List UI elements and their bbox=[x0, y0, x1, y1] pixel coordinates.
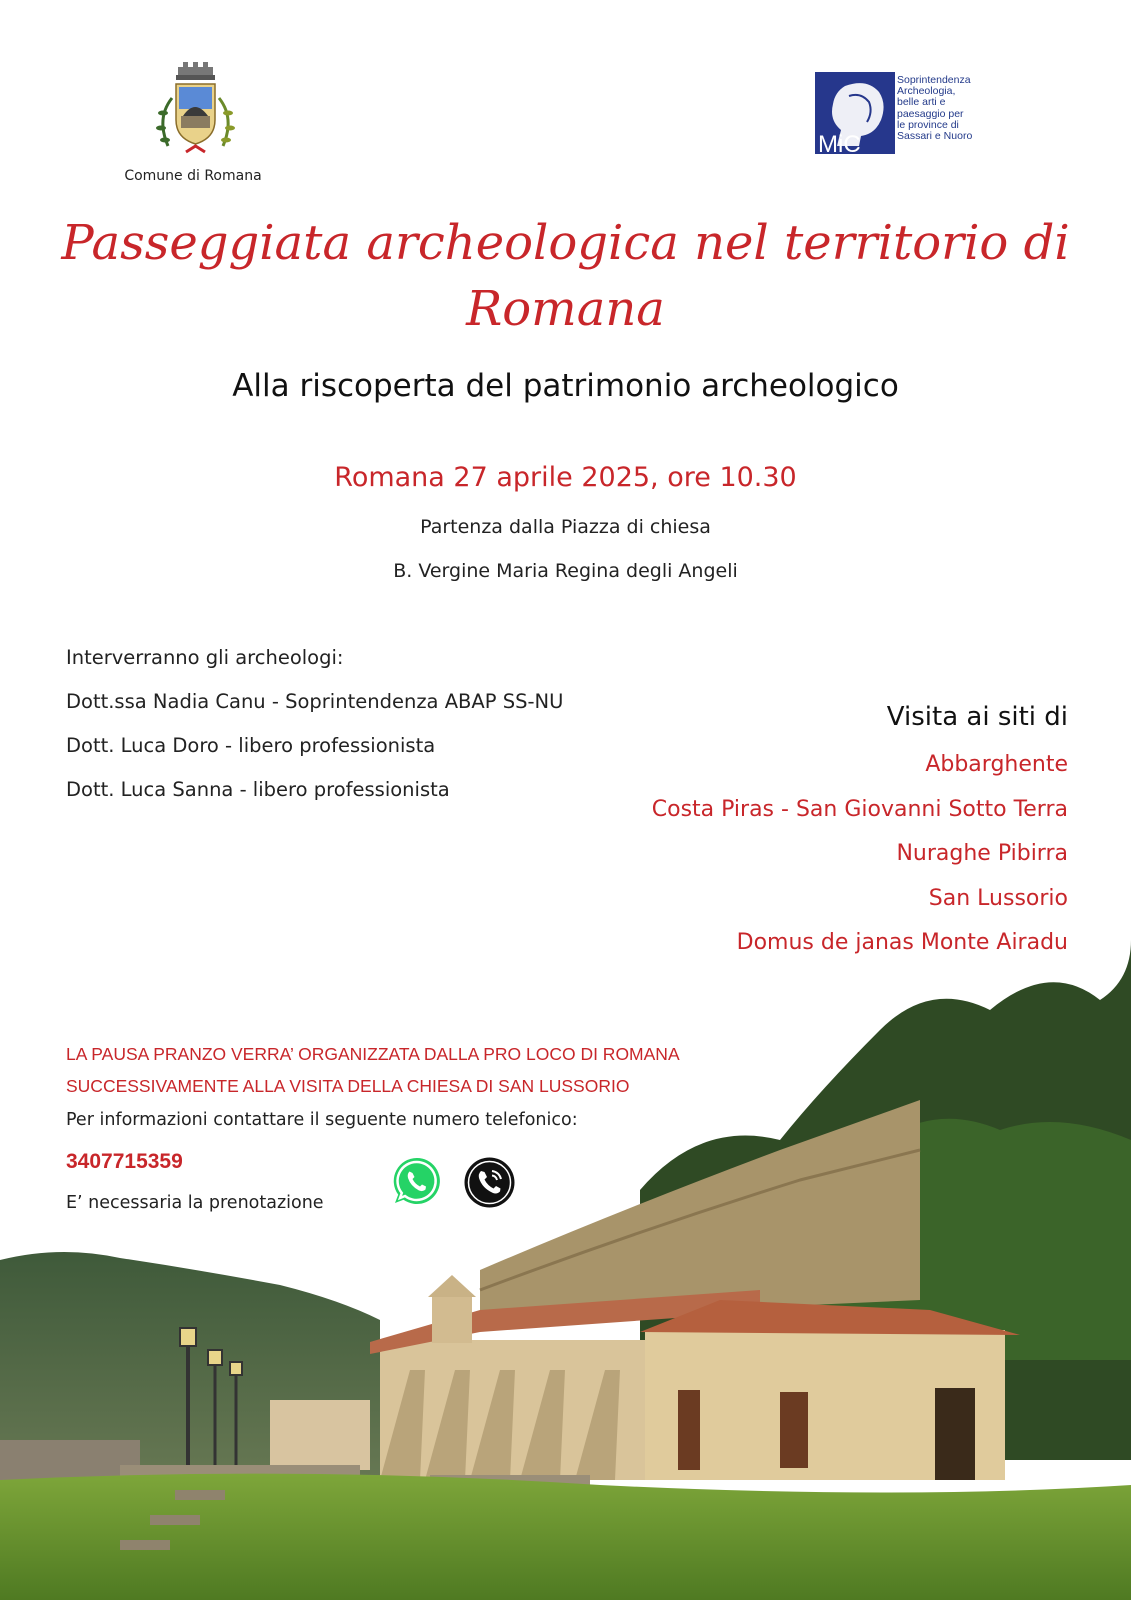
mic-text-line: le province di bbox=[897, 118, 959, 131]
lunch-notice-line-2: SUCCESSIVAMENTE ALLA VISITA DELLA CHIESA DI SAN LUSSORIO bbox=[66, 1076, 630, 1096]
lunch-notice-line-1: LA PAUSA PRANZO VERRA’ ORGANIZZATA DALLA PRO LOCO DI ROMANA bbox=[66, 1044, 680, 1064]
comune-name: Comune di Romana bbox=[124, 168, 262, 184]
contact-info-text: Per informazioni contattare il seguente numero telefonico: bbox=[66, 1110, 578, 1130]
soprintendenza-text bbox=[897, 75, 972, 142]
site-item: Costa Piras - San Giovanni Sotto Terra bbox=[651, 796, 1068, 822]
mic-text-line: paesaggio per bbox=[897, 107, 964, 120]
sites-list bbox=[652, 702, 1068, 975]
mic-text-line: Archeologia, bbox=[897, 85, 956, 98]
site-item: Domus de janas Monte Airadu bbox=[736, 930, 1068, 955]
whatsapp-icon[interactable] bbox=[391, 1155, 443, 1207]
speakers-heading: Interverranno gli archeologi: bbox=[66, 646, 344, 669]
title-line-2: Romana bbox=[466, 281, 665, 337]
booking-notice: E’ necessaria la prenotazione bbox=[66, 1193, 324, 1213]
page-title bbox=[0, 210, 1131, 342]
event-date-time: Romana 27 aprile 2025, ore 10.30 bbox=[334, 462, 797, 493]
speakers-list bbox=[66, 646, 563, 822]
title-line-1: Passeggiata archeologica nel territorio di bbox=[61, 215, 1070, 271]
phone-number[interactable]: 3407715359 bbox=[66, 1150, 183, 1173]
speaker-item: Dott. Luca Doro - libero professionista bbox=[66, 734, 436, 757]
site-item: Abbarghente bbox=[925, 752, 1068, 777]
mic-text-line: belle arti e bbox=[897, 96, 946, 109]
site-item: Nuraghe Pibirra bbox=[896, 841, 1068, 866]
site-item: San Lussorio bbox=[928, 885, 1068, 911]
mic-logo-text: MiC bbox=[818, 131, 861, 154]
speaker-item: Dott.ssa Nadia Canu - Soprintendenza ABAP SS-NU bbox=[66, 690, 564, 713]
departure-church: B. Vergine Maria Regina degli Angeli bbox=[393, 560, 738, 582]
lunch-notice bbox=[66, 1038, 680, 1102]
comune-crest-icon bbox=[148, 58, 243, 168]
speaker-item: Dott. Luca Sanna - libero professionista bbox=[66, 778, 450, 801]
page-subtitle: Alla riscoperta del patrimonio archeologico bbox=[232, 368, 899, 404]
sites-heading: Visita ai siti di bbox=[886, 702, 1068, 732]
mic-text-line: Sassari e Nuoro bbox=[897, 130, 973, 143]
mic-text-line: Soprintendenza bbox=[897, 74, 971, 86]
phone-call-icon[interactable] bbox=[463, 1156, 516, 1209]
departure-place: Partenza dalla Piazza di chiesa bbox=[420, 516, 711, 538]
